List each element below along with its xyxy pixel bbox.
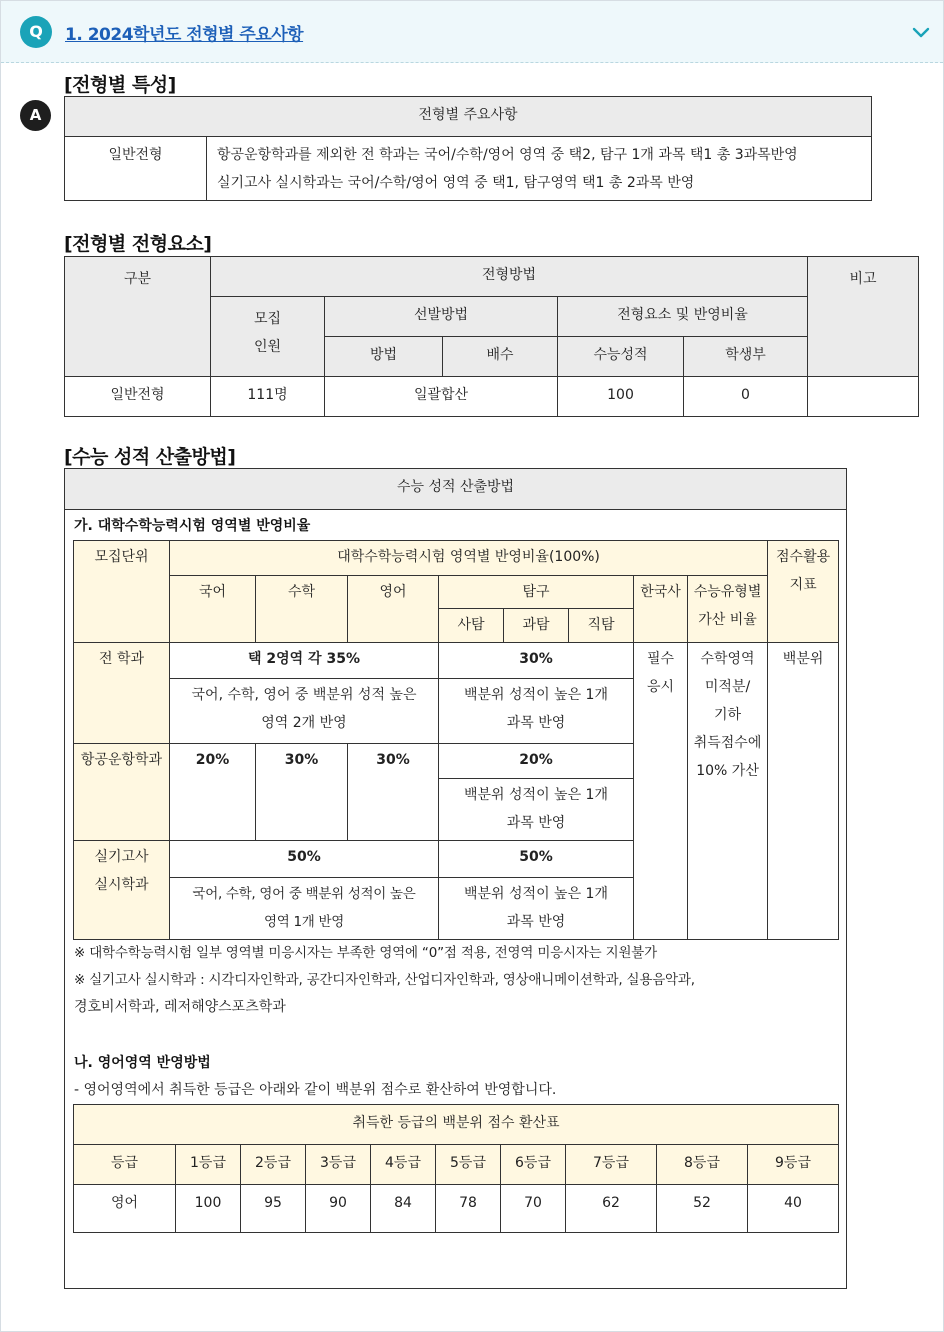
characteristics-line-2: 실기고사 실시학과는 국어/수학/영어 영역 중 택1, 탐구영역 택1 총 2과목 반영	[217, 175, 695, 191]
t4-score: 40	[748, 1185, 839, 1233]
t3-type-bonus-1: 수능유형별	[693, 584, 762, 600]
answer-badge: A	[20, 100, 51, 131]
t4-grade: 3등급	[306, 1145, 371, 1185]
subsection-b-title: 나. 영어영역 반영방법	[74, 1055, 211, 1071]
t3-bonus	[688, 643, 768, 940]
note-practical-b: 경호비서학과, 레저해양스포츠학과	[74, 999, 286, 1015]
t4-grade: 6등급	[501, 1145, 566, 1185]
section-title-elements: [전형별 전형요소]	[64, 233, 212, 255]
t3-pr-choose-desc	[170, 878, 439, 940]
characteristics-table	[64, 96, 872, 201]
t3-all-choose-desc	[170, 679, 439, 744]
t3-ratio-header: 대학수학능력시험 영역별 반영비율(100%)	[170, 541, 768, 576]
t3-math: 수학	[256, 576, 348, 643]
elements-row-quota: 111명	[211, 377, 325, 417]
elements-row-csat: 100	[558, 377, 684, 417]
t3-score-use-2: 지표	[789, 577, 817, 593]
t3-pr-inquiry: 50%	[439, 841, 634, 878]
t3-aviation: 항공운항학과	[74, 744, 170, 841]
section-title-characteristics: [전형별 특성]	[64, 74, 176, 96]
t3-practical-2: 실시학과	[94, 877, 149, 893]
t3-korean: 국어	[170, 576, 256, 643]
t3-av-english: 30%	[348, 744, 439, 841]
t3-av-inquiry-desc-1: 백분위 성적이 높은 1개	[464, 787, 608, 803]
elements-h-quota	[211, 297, 325, 377]
t3-pr-choose: 50%	[170, 841, 439, 878]
t3-history-req	[634, 643, 688, 940]
t4-grade: 1등급	[176, 1145, 241, 1185]
t3-type-bonus-2: 가산 비율	[698, 612, 757, 628]
t3-av-inquiry: 20%	[439, 744, 634, 779]
subsection-b-desc: - 영어영역에서 취득한 등급은 아래와 같이 백분위 점수로 환산하여 반영합니다.	[74, 1082, 557, 1098]
t4-grade: 9등급	[748, 1145, 839, 1185]
t4-grade: 5등급	[436, 1145, 501, 1185]
t3-av-math: 30%	[256, 744, 348, 841]
t3-pr-inquiry-desc-2: 과목 반영	[506, 914, 566, 930]
t4-grade: 8등급	[657, 1145, 748, 1185]
elements-h-multiple: 배수	[443, 337, 558, 377]
t3-all-choose-desc-2: 영역 2개 반영	[261, 715, 347, 731]
question-bar[interactable]	[1, 1, 943, 63]
t3-all-inquiry-desc	[439, 679, 634, 744]
t3-pr-choose-desc-1: 국어, 수학, 영어 중 백분위 성적이 높은	[192, 886, 416, 902]
t3-all-choose-desc-1: 국어, 수학, 영어 중 백분위 성적 높은	[191, 687, 417, 703]
t3-all-depts: 전 학과	[74, 643, 170, 744]
t3-all-inquiry: 30%	[439, 643, 634, 679]
t3-pr-choose-desc-2: 영역 1개 반영	[264, 914, 344, 930]
elements-h-quota-2: 인원	[253, 339, 282, 355]
t3-bonus-1: 수학영역	[700, 651, 755, 667]
t4-score: 90	[306, 1185, 371, 1233]
t4-score: 78	[436, 1185, 501, 1233]
t3-av-inquiry-desc-2: 과목 반영	[506, 815, 566, 831]
note-unanswered: ※ 대학수학능력시험 일부 영역별 미응시자는 부족한 영역에 “0”점 적용, 전영역 미응시자는 지원불가	[74, 945, 657, 961]
t3-english: 영어	[348, 576, 439, 643]
t3-social: 사탐	[439, 609, 504, 643]
t4-score: 52	[657, 1185, 748, 1233]
elements-row-record: 0	[684, 377, 808, 417]
t4-grade: 4등급	[371, 1145, 436, 1185]
characteristics-row-label: 일반전형	[65, 137, 207, 201]
t3-bonus-2: 미적분/	[704, 679, 751, 695]
elements-h-elements: 전형요소 및 반영비율	[558, 297, 808, 337]
t3-percentile: 백분위	[768, 643, 839, 940]
characteristics-line-1: 항공운항학과를 제외한 전 학과는 국어/수학/영어 영역 중 택2, 탐구 1개 과목 택1 총 3과목반영	[217, 147, 798, 163]
elements-h-record: 학생부	[684, 337, 808, 377]
t3-score-use-1: 점수활용	[776, 549, 831, 565]
t3-av-inquiry-desc	[439, 779, 634, 841]
t3-all-choose: 택 2영역 각 35%	[170, 643, 439, 679]
t3-history: 한국사	[634, 576, 688, 643]
t3-bonus-4: 취득점수에	[693, 735, 762, 751]
t3-unit: 모집단위	[74, 541, 170, 643]
characteristics-row-desc	[207, 137, 872, 201]
t3-history-req-1: 필수	[646, 651, 675, 667]
elements-h-method: 전형방법	[211, 257, 808, 297]
t4-grade: 7등급	[566, 1145, 657, 1185]
t3-all-inquiry-desc-2: 과목 반영	[506, 715, 566, 731]
elements-h-selection: 선발방법	[325, 297, 558, 337]
question-badge: Q	[20, 16, 52, 48]
characteristics-header: 전형별 주요사항	[65, 97, 872, 137]
t3-vocational: 직탐	[569, 609, 634, 643]
elements-row-label: 일반전형	[65, 377, 211, 417]
elements-table	[64, 256, 919, 417]
t3-type-bonus	[688, 576, 768, 643]
t3-practical	[74, 841, 170, 940]
t4-score: 62	[566, 1185, 657, 1233]
question-title-link[interactable]: 1. 2024학년도 전형별 주요사항	[65, 25, 304, 45]
elements-h-csat: 수능성적	[558, 337, 684, 377]
t4-header: 취득한 등급의 백분위 점수 환산표	[74, 1105, 839, 1145]
t4-score: 70	[501, 1185, 566, 1233]
t3-pr-inquiry-desc-1: 백분위 성적이 높은 1개	[464, 886, 608, 902]
subsection-a-title: 가. 대학수학능력시험 영역별 반영비율	[74, 518, 311, 534]
elements-row-note	[808, 377, 919, 417]
t4-english-label: 영어	[74, 1185, 176, 1233]
csat-ratio-table	[73, 540, 839, 940]
t3-history-req-2: 응시	[646, 679, 675, 695]
csat-box-header: 수능 성적 산출방법	[65, 469, 846, 510]
elements-h-quota-1: 모집	[253, 311, 282, 327]
t4-score: 100	[176, 1185, 241, 1233]
chevron-down-icon[interactable]	[910, 21, 932, 43]
t3-science: 과탐	[504, 609, 569, 643]
t3-all-inquiry-desc-1: 백분위 성적이 높은 1개	[464, 687, 608, 703]
t3-bonus-3: 기하	[714, 707, 742, 723]
elements-row-method: 일괄합산	[325, 377, 558, 417]
section-title-csat: [수능 성적 산출방법]	[64, 446, 236, 468]
t4-score: 84	[371, 1185, 436, 1233]
t3-pr-inquiry-desc	[439, 878, 634, 940]
elements-h-way: 방법	[325, 337, 443, 377]
elements-h-category: 구분	[65, 257, 211, 377]
t4-grade: 2등급	[241, 1145, 306, 1185]
t4-grade-label: 등급	[74, 1145, 176, 1185]
note-practical-a: ※ 실기고사 실시학과 : 시각디자인학과, 공간디자인학과, 산업디자인학과, 영상애니메이션학과, 실용음악과,	[74, 972, 695, 988]
t3-av-korean: 20%	[170, 744, 256, 841]
english-conversion-table	[73, 1104, 839, 1233]
t3-bonus-5: 10% 가산	[696, 763, 759, 779]
t3-score-use	[768, 541, 839, 643]
elements-h-note: 비고	[808, 257, 919, 377]
t3-inquiry: 탐구	[439, 576, 634, 609]
t3-practical-1: 실기고사	[94, 849, 149, 865]
t4-score: 95	[241, 1185, 306, 1233]
